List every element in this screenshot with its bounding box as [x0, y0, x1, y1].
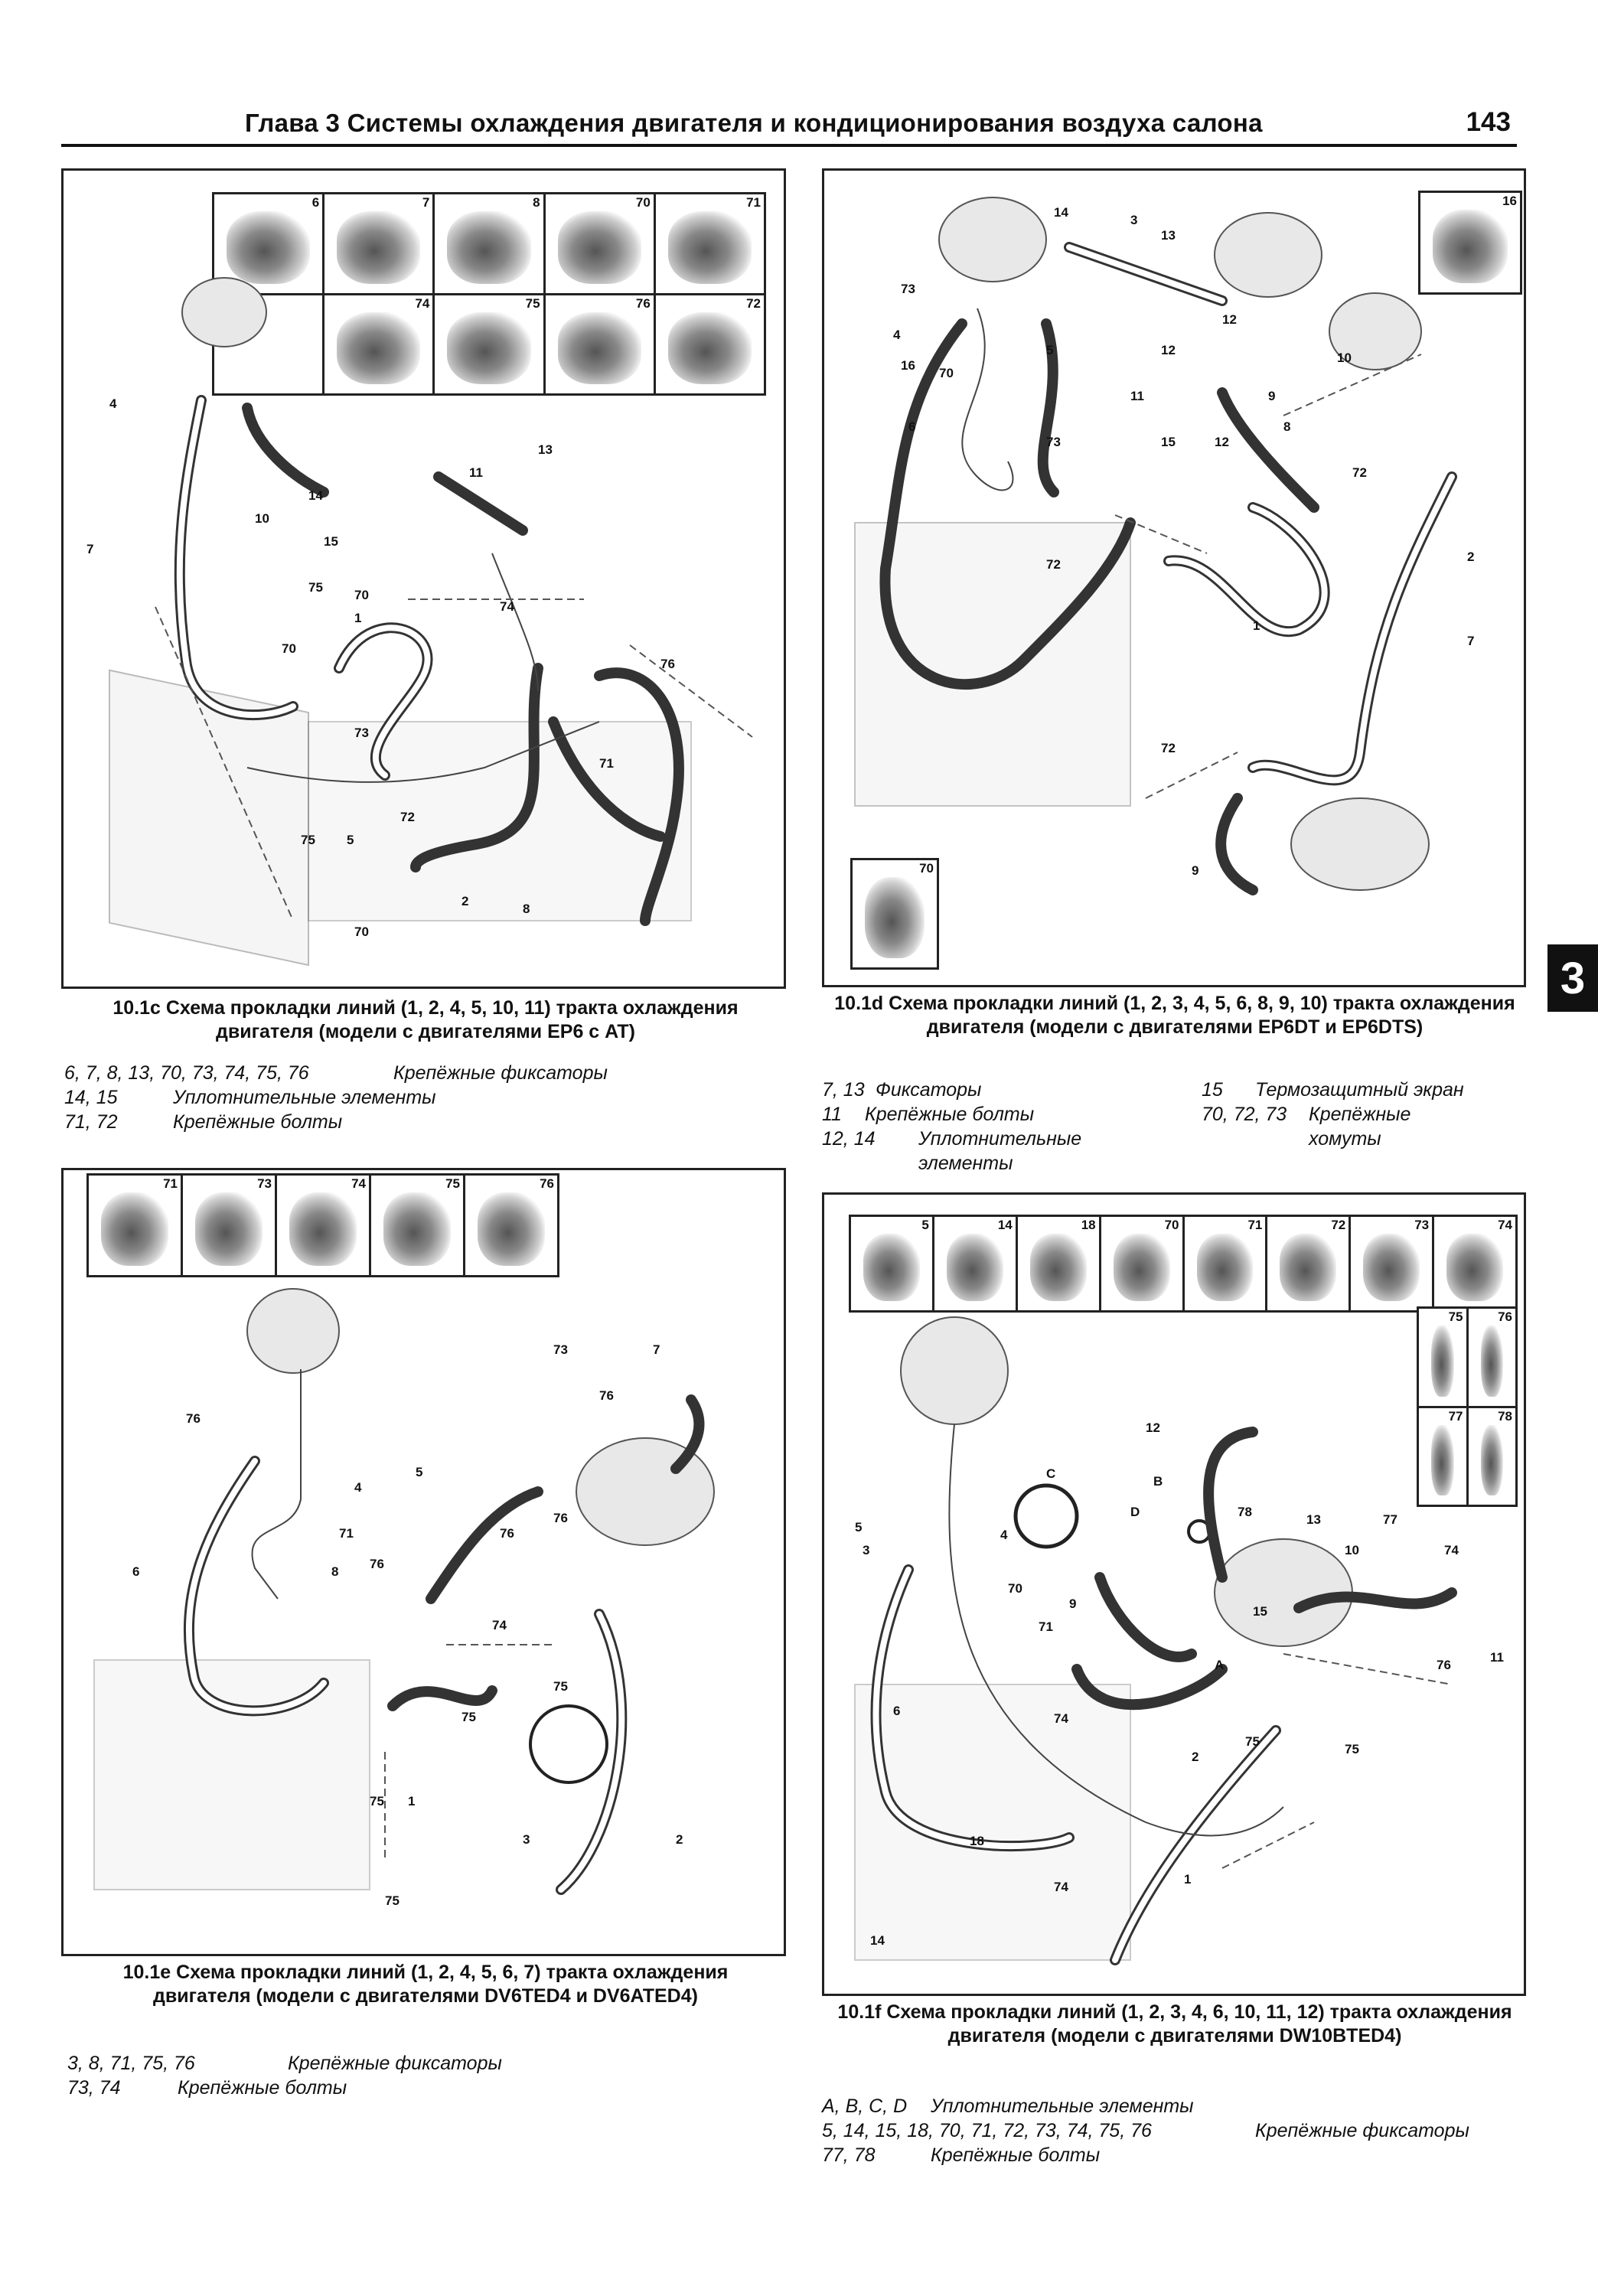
callout-label: 5 [416, 1465, 423, 1479]
part-cell: 72 [656, 295, 764, 394]
callout-label: 76 [186, 1411, 201, 1426]
figure-10-1d [822, 168, 1526, 987]
callout-label: 15 [1161, 435, 1176, 449]
callout-label: C [1046, 1466, 1056, 1481]
part-cell: 76 [546, 295, 654, 394]
callout-label: 70 [354, 588, 369, 602]
callout-label: 74 [1054, 1880, 1068, 1894]
callout-label: 75 [385, 1893, 400, 1908]
callout-label: 75 [553, 1679, 568, 1694]
part-cell: 74 [1434, 1217, 1515, 1310]
callout-label: 75 [370, 1794, 384, 1808]
legend-c: 6, 7, 8, 13, 70, 73, 74, 75, 76 Крепёжные фиксаторы 14, 15 Уплотнительные элементы 71, 72 Крепёжные болты [64, 1062, 608, 1133]
part-cell: 71 [656, 194, 764, 293]
callout-label: A [1215, 1658, 1225, 1672]
callout-label: D [1130, 1505, 1140, 1519]
callout-label: 72 [1352, 465, 1367, 480]
callout-label: 3 [523, 1832, 530, 1847]
callout-label: 13 [538, 442, 553, 457]
callout-label: 15 [324, 534, 338, 549]
part-cell: 77 [1419, 1408, 1466, 1505]
figure-10-1c [61, 168, 786, 989]
callout-label: 73 [901, 282, 915, 296]
part-cell: 73 [1351, 1217, 1432, 1310]
callout-label: 7 [653, 1342, 660, 1357]
callout-label: 13 [1306, 1512, 1321, 1527]
part-cell: 73 [183, 1176, 275, 1275]
callout-label: 71 [1039, 1619, 1053, 1634]
callout-label: 78 [1238, 1505, 1252, 1519]
callout-label: 72 [1046, 557, 1061, 572]
callout-label: 74 [500, 599, 514, 614]
figure-10-1f [822, 1192, 1526, 1996]
part-cell: 75 [435, 295, 543, 394]
part-cell: 5 [851, 1217, 932, 1310]
callout-label: 9 [1069, 1596, 1077, 1611]
callout-label: 1 [1184, 1872, 1192, 1887]
figure-caption-f: 10.1f Схема прокладки линий (1, 2, 3, 4, 6, 10, 11, 12) тракта охлаждения двигателя (модели с двигателями DW10BTED4) [837, 2001, 1512, 2047]
callout-label: 11 [1130, 389, 1144, 403]
callout-label: 9 [1192, 863, 1199, 878]
chapter-title: Глава 3 Системы охлаждения двигателя и кондиционирования воздуха салона [245, 109, 1263, 137]
figure-caption-e: 10.1e Схема прокладки линий (1, 2, 4, 5, 6, 7) тракта охлаждения двигателя (модели с двигателями DV6TED4 и DV6ATED4) [122, 1962, 729, 2007]
callout-label: 2 [1192, 1750, 1199, 1764]
callout-label: 76 [1437, 1658, 1451, 1672]
callout-label: 6 [908, 419, 916, 434]
callout-label: 75 [1245, 1734, 1260, 1749]
callout-label: 11 [469, 465, 483, 480]
callout-label: 16 [901, 358, 915, 373]
callout-label: 2 [676, 1832, 683, 1847]
callout-label: 3 [1130, 213, 1138, 227]
legend-e: 3, 8, 71, 75, 76 Крепёжные фиксаторы 73, 74 Крепёжные болты [67, 2053, 502, 2099]
callout-label: 76 [500, 1526, 514, 1541]
part-cell: 74 [277, 1176, 369, 1275]
callout-label: 18 [970, 1834, 984, 1848]
part-cell: 14 [934, 1217, 1016, 1310]
callout-label: 77 [1383, 1512, 1397, 1527]
callout-label: 76 [553, 1511, 568, 1525]
part-cell: 18 [1018, 1217, 1099, 1310]
callout-label: 73 [1046, 435, 1061, 449]
callout-label: 74 [1054, 1711, 1068, 1726]
part-cell: 6 [214, 194, 322, 293]
cooling-diagram-d [824, 171, 1524, 985]
part-cell: 7 [324, 194, 432, 293]
chapter-tab: 3 [1547, 944, 1598, 1012]
callout-label: 75 [308, 580, 323, 595]
callout-label: 14 [870, 1933, 885, 1948]
figure-caption-d: 10.1d Схема прокладки линий (1, 2, 3, 4, 5, 6, 8, 9, 10) тракта охлаждения двигателя (модели с двигателями EP6DT и EP6DTS) [834, 993, 1515, 1038]
callout-label: 4 [893, 328, 901, 342]
callout-label: 72 [400, 810, 415, 824]
callout-label: 5 [1046, 343, 1054, 357]
callout-label: 10 [1337, 351, 1352, 365]
callout-label: 2 [1467, 550, 1475, 564]
callout-label: 74 [492, 1618, 507, 1632]
page-number: 143 [1466, 107, 1511, 137]
callout-label: 3 [863, 1543, 870, 1557]
callout-label: 71 [339, 1526, 354, 1541]
callout-label: 70 [282, 641, 296, 656]
callout-label: 74 [1444, 1543, 1459, 1557]
callout-label: 4 [1000, 1528, 1008, 1542]
part-cell: 16 [1420, 193, 1520, 292]
callout-label: 5 [855, 1520, 863, 1534]
legend-d: 7, 13 Фиксаторы 11 Крепёжные болты 12, 14 Уплотнительные элементы [822, 1079, 1082, 1174]
callout-label: 73 [354, 726, 369, 740]
part-cell: 76 [1469, 1309, 1516, 1406]
callout-label: 70 [1008, 1581, 1022, 1596]
part-cell: 8 [435, 194, 543, 293]
part-cell: 71 [89, 1176, 181, 1275]
page-header [61, 104, 1517, 147]
callout-label: 5 [347, 833, 354, 847]
part-cell: 78 [1469, 1408, 1516, 1505]
part-cell: 75 [371, 1176, 463, 1275]
part-cell: 70 [546, 194, 654, 293]
callout-label: 10 [255, 511, 269, 526]
callout-label: 14 [308, 488, 323, 503]
part-cell: 75 [1419, 1309, 1466, 1406]
part-cell: 70 [853, 860, 937, 967]
cooling-diagram-f [824, 1195, 1524, 1994]
callout-label: 13 [1161, 228, 1176, 243]
callout-label: 71 [599, 756, 614, 771]
callout-label: 4 [109, 396, 117, 411]
callout-label: 7 [86, 542, 94, 556]
callout-label: 12 [1161, 343, 1176, 357]
callout-label: 9 [1268, 389, 1276, 403]
callout-label: 72 [1161, 741, 1176, 755]
callout-label: 75 [1345, 1742, 1359, 1756]
callout-label: 70 [939, 366, 954, 380]
callout-label: 8 [331, 1564, 339, 1579]
figure-caption-c: 10.1c Схема прокладки линий (1, 2, 4, 5, 10, 11) тракта охлаждения двигателя (модели с двигателями EP6 с AT) [113, 997, 739, 1042]
callout-label: 6 [132, 1564, 140, 1579]
legend-f: A, B, C, D Уплотнительные элементы 5, 14, 15, 18, 70, 71, 72, 73, 74, 75, 76 Крепёжные фиксаторы 77, 78 Крепёжные болты [822, 2095, 1469, 2166]
part-cell: 76 [465, 1176, 557, 1275]
callout-label: 14 [1054, 205, 1068, 220]
callout-label: 76 [660, 657, 675, 671]
cooling-diagram-c [64, 171, 784, 987]
part-cell: 72 [1267, 1217, 1349, 1310]
part-cell: 71 [1185, 1217, 1266, 1310]
callout-label: 6 [893, 1704, 901, 1718]
callout-label: 8 [523, 902, 530, 916]
legend-d-right: 15 Термозащитный экран 70, 72, 73 Крепёжные хомуты [1202, 1079, 1464, 1150]
callout-label: B [1153, 1474, 1163, 1489]
callout-label: 76 [599, 1388, 614, 1403]
callout-label: 73 [553, 1342, 568, 1357]
callout-label: 1 [408, 1794, 416, 1808]
callout-label: 1 [354, 611, 362, 625]
callout-label: 70 [354, 925, 369, 939]
callout-label: 4 [354, 1480, 362, 1495]
callout-label: 11 [1490, 1650, 1504, 1665]
callout-label: 75 [301, 833, 315, 847]
callout-label: 2 [461, 894, 469, 908]
callout-label: 12 [1215, 435, 1229, 449]
callout-label: 7 [1467, 634, 1475, 648]
figure-10-1e [61, 1168, 786, 1956]
callout-label: 12 [1222, 312, 1237, 327]
callout-label: 10 [1345, 1543, 1359, 1557]
part-cell: 70 [1101, 1217, 1182, 1310]
callout-label: 75 [461, 1710, 476, 1724]
callout-label: 15 [1253, 1604, 1267, 1619]
callout-label: 12 [1146, 1420, 1160, 1435]
callout-label: 1 [1253, 618, 1260, 633]
part-cell: 74 [324, 295, 432, 394]
callout-label: 8 [1283, 419, 1291, 434]
cooling-diagram-e [64, 1170, 784, 1954]
callout-label: 76 [370, 1557, 384, 1571]
